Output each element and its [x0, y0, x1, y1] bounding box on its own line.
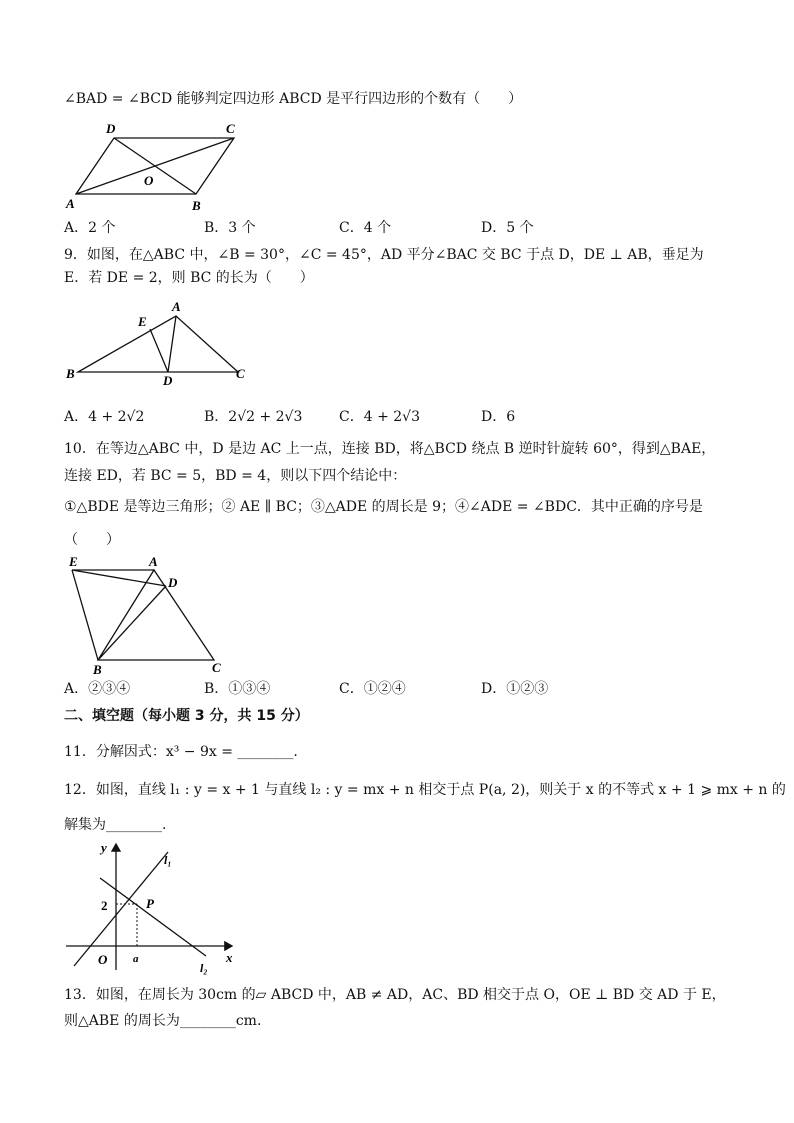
q10-line-3: ①△BDE 是等边三角形；② AE ∥ BC；③△ADE 的周长是 9；④∠ADE = ∠BDC．其中正确的序号是 — [64, 499, 703, 515]
q8-parallelogram-figure — [64, 118, 254, 214]
q8-option-a: A．2 个 — [64, 220, 116, 236]
q10-line-4: （ ） — [64, 532, 120, 548]
q9-option-d: D．6 — [481, 409, 516, 425]
q10-segment-eb — [72, 570, 98, 660]
q10-option-a: A．②③④ — [64, 681, 131, 697]
q8-stem: ∠BAD = ∠BCD 能够判定四边形 ABCD 是平行四边形的个数有（ ） — [64, 91, 523, 107]
q13-line-2: 则△ABE 的周长为________cm. — [64, 1013, 262, 1029]
q8-label-b: B — [192, 198, 201, 213]
q9-option-c: C．4 + 2√3 — [339, 409, 420, 425]
q12-label-p: P — [146, 896, 154, 911]
q8-label-o: O — [144, 173, 154, 188]
q9-label-a: A — [172, 299, 181, 314]
q10-segment-bd — [98, 586, 166, 660]
q9-perpendicular-de — [150, 329, 168, 372]
q9-label-b: B — [66, 366, 75, 381]
q12-label-a: a — [133, 953, 139, 965]
q10-option-d: D．①②③ — [481, 681, 549, 697]
q10-triangle-abc — [98, 570, 214, 660]
q8-label-a: A — [66, 196, 75, 211]
q10-option-c: C．①②④ — [339, 681, 406, 697]
q8-label-c: C — [226, 121, 235, 136]
q12-label-l2: l₂ — [200, 961, 208, 975]
q8-option-d: D．5 个 — [481, 220, 534, 236]
q9-bisector-ad — [168, 316, 176, 372]
q12-label-two: 2 — [101, 898, 108, 913]
q10-label-a: A — [149, 554, 158, 569]
q10-label-c: C — [212, 660, 221, 675]
q12-line-2: 解集为________. — [64, 817, 167, 833]
q8-diagonal-bd — [114, 138, 196, 194]
q10-label-b: B — [93, 662, 102, 676]
q11-text: 11．分解因式：x³ − 9x = ________. — [64, 744, 298, 760]
q12-graph-figure — [64, 838, 244, 978]
q9-label-e: E — [138, 314, 147, 329]
q12-line-1: 12．如图，直线 l₁ : y = x + 1 与直线 l₂ : y = mx + n 相交于点 P(a, 2)，则关于 x 的不等式 x + 1 ⩾ mx + n 的 — [64, 782, 786, 798]
q9-line-2: E．若 DE = 2，则 BC 的长为（ ） — [64, 270, 314, 286]
q9-option-a: A．4 + 2√2 — [64, 409, 145, 425]
q10-line-2: 连接 ED，若 BC = 5，BD = 4，则以下四个结论中： — [64, 468, 407, 484]
q12-label-y: y — [101, 840, 107, 855]
q10-figure — [60, 552, 230, 676]
q9-label-c: C — [236, 366, 245, 381]
q9-triangle-abc — [78, 316, 238, 372]
q12-label-origin: O — [98, 952, 108, 967]
q9-line-1: 9．如图，在△ABC 中，∠B = 30°，∠C = 45°，AD 平分∠BAC 交 BC 于点 D，DE ⊥ AB，垂足为 — [64, 247, 704, 263]
q12-label-l1: l₁ — [164, 853, 172, 867]
q10-line-1: 10．在等边△ABC 中，D 是边 AC 上一点，连接 BD，将△BCD 绕点 B 逆时针旋转 60°，得到△BAE， — [64, 441, 716, 457]
q10-label-d: D — [168, 575, 178, 590]
q12-label-x: x — [226, 950, 233, 965]
q10-option-b: B．①③④ — [204, 681, 271, 697]
q8-option-b: B．3 个 — [204, 220, 256, 236]
section-title-fill-in: 二、填空题（每小题 3 分，共 15 分） — [64, 708, 309, 724]
q13-line-1: 13．如图，在周长为 30cm 的▱ ABCD 中，AB ≠ AD，AC、BD 相交于点 O，OE ⊥ BD 交 AD 于 E， — [64, 987, 726, 1003]
q8-label-d: D — [106, 121, 116, 136]
q9-triangle-figure — [64, 296, 254, 386]
q10-label-e: E — [69, 554, 78, 569]
q9-label-d: D — [163, 373, 173, 386]
q8-option-c: C．4 个 — [339, 220, 392, 236]
q9-option-b: B．2√2 + 2√3 — [204, 409, 303, 425]
